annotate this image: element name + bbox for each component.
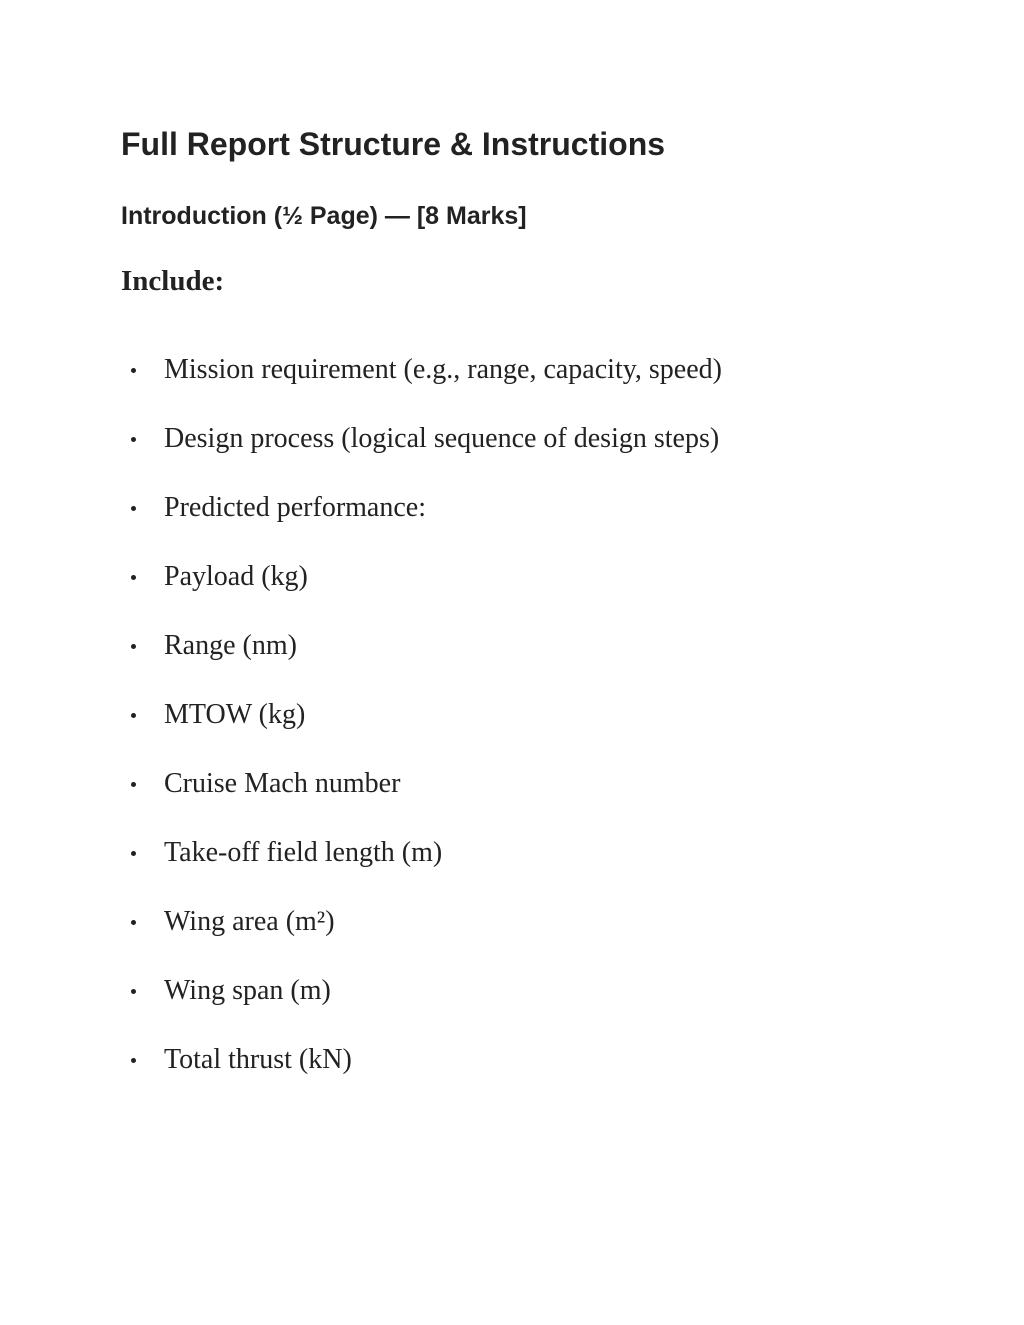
bullet-icon (131, 782, 136, 787)
include-label: Include: (121, 265, 225, 297)
bullet-icon (131, 1058, 136, 1063)
section-heading: Introduction (½ Page) — [8 Marks] (121, 202, 527, 230)
list-item-text: Wing area (m²) (164, 906, 335, 937)
list-item-text: Total thrust (kN) (164, 1044, 352, 1075)
list-item-text: Wing span (m) (164, 975, 331, 1006)
bullet-icon (131, 989, 136, 994)
list-item-text: Predicted performance: (164, 492, 426, 523)
bullet-icon (131, 506, 136, 511)
list-item-text: Design process (logical sequence of design steps) (164, 423, 720, 454)
bullet-icon (131, 437, 136, 442)
list-item-text: Cruise Mach number (164, 768, 401, 799)
list-item-text: MTOW (kg) (164, 699, 306, 730)
list-item-text: Take-off field length (m) (164, 837, 443, 868)
bullet-icon (131, 368, 136, 373)
bullet-icon (131, 920, 136, 925)
list-item-text: Mission requirement (e.g., range, capacity, speed) (164, 354, 722, 385)
page-title: Full Report Structure & Instructions (121, 126, 666, 162)
list-item-text: Payload (kg) (164, 561, 308, 592)
bullet-icon (131, 575, 136, 580)
bullet-icon (131, 851, 136, 856)
list-item-text: Range (nm) (164, 630, 297, 661)
bullet-icon (131, 713, 136, 718)
bullet-icon (131, 644, 136, 649)
